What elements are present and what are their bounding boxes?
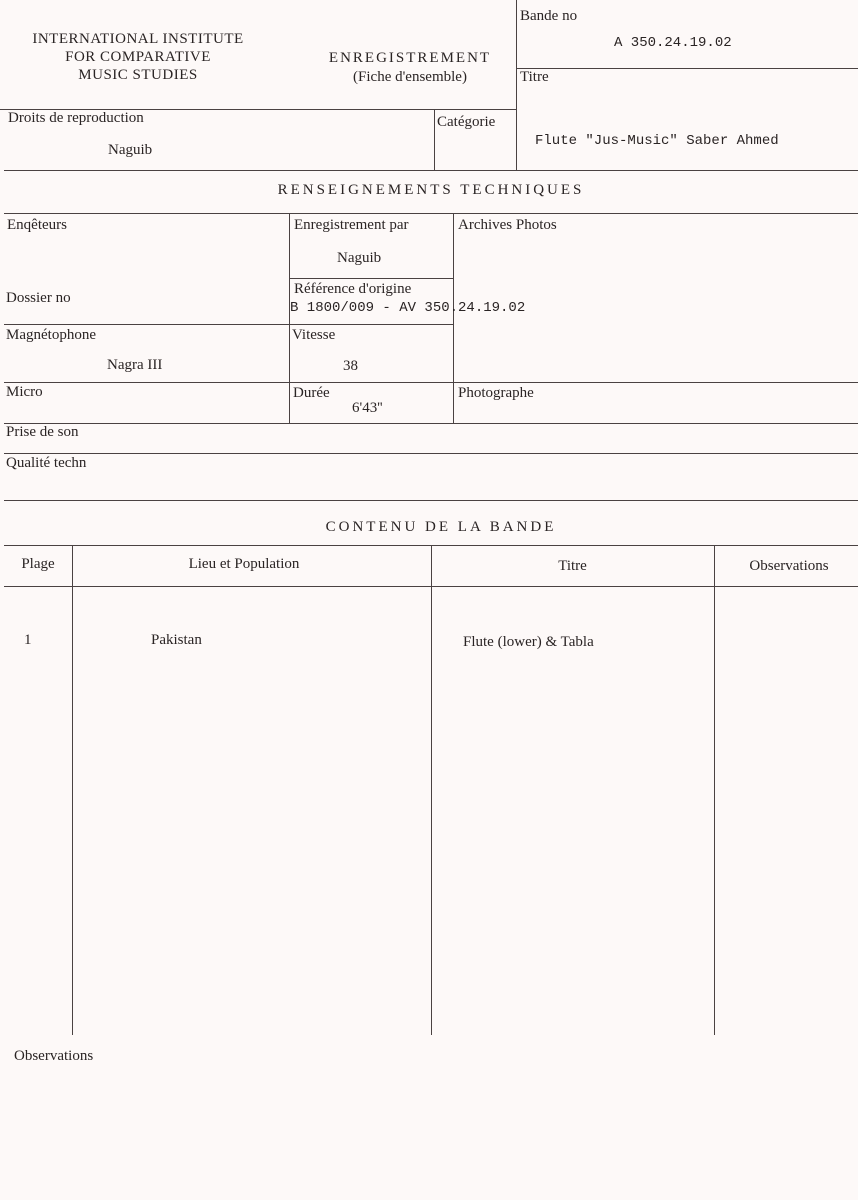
titre-value: Flute "Jus-Music" Saber Ahmed [535, 133, 779, 149]
magnetophone-label: Magnétophone [6, 327, 96, 343]
photographe-label: Photographe [458, 385, 534, 401]
tech-heading: RENSEIGNEMENTS TECHNIQUES [277, 182, 585, 198]
duree-label: Durée [293, 385, 330, 401]
row-plage: 1 [24, 632, 32, 648]
column-header-lieu: Lieu et Population [188, 556, 300, 572]
enregistrement-par-value: Naguib [337, 250, 382, 266]
micro-label: Micro [6, 384, 43, 400]
contenu-heading: CONTENU DE LA BANDE [325, 519, 557, 535]
droits-label: Droits de reproduction [8, 110, 144, 126]
reference-label: Référence d'origine [294, 281, 412, 297]
form-title: ENREGISTREMENT [328, 50, 492, 66]
column-header-observations: Observations [749, 558, 829, 574]
categorie-label: Catégorie [437, 114, 496, 130]
observations-label: Observations [14, 1048, 94, 1064]
droits-value: Naguib [108, 142, 153, 158]
magnetophone-value: Nagra III [107, 357, 163, 373]
institute-line-1: INTERNATIONAL INSTITUTE [32, 31, 244, 47]
vitesse-label: Vitesse [292, 327, 336, 343]
column-header-titre: Titre [558, 558, 587, 574]
reference-value: B 1800/009 - AV 350.24.19.02 [290, 300, 526, 316]
duree-value: 6'43'' [352, 400, 383, 416]
titre-label: Titre [520, 69, 549, 85]
column-header-plage: Plage [21, 556, 55, 572]
vitesse-value: 38 [343, 358, 358, 374]
institute-line-3: MUSIC STUDIES [78, 67, 198, 83]
archives-photos-label: Archives Photos [458, 217, 557, 233]
prise-de-son-label: Prise de son [6, 424, 79, 440]
qualite-label: Qualité techn [6, 455, 87, 471]
enregistrement-par-label: Enregistrement par [294, 217, 409, 233]
institute-line-2: FOR COMPARATIVE [65, 49, 211, 65]
enqueteurs-label: Enqêteurs [7, 217, 67, 233]
form-subtitle: (Fiche d'ensemble) [353, 69, 467, 85]
bande-label: Bande no [520, 8, 578, 24]
dossier-label: Dossier no [6, 290, 71, 306]
bande-value: A 350.24.19.02 [614, 35, 732, 51]
row-lieu: Pakistan [151, 632, 202, 648]
row-titre: Flute (lower) & Tabla [463, 634, 594, 650]
